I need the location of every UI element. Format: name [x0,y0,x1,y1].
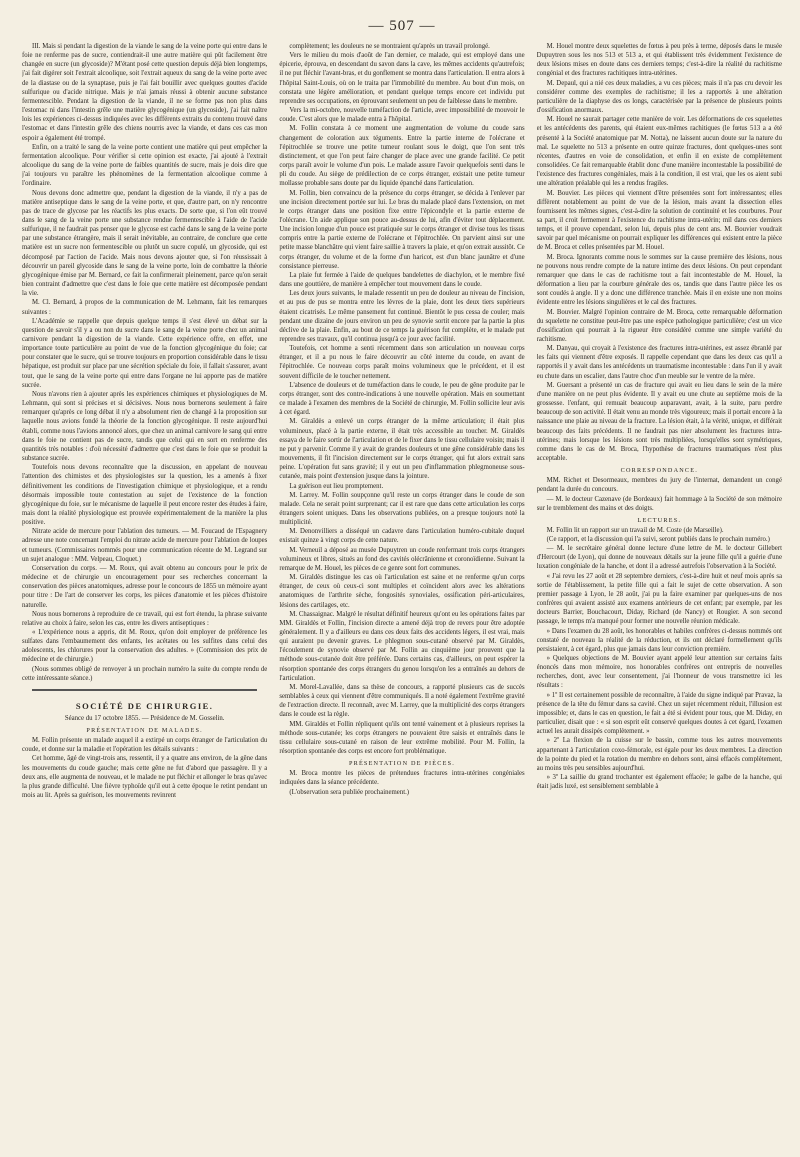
correspondance-heading: CORRESPONDANCE. [620,467,698,475]
paragraph: « J'ai revu les 27 août et 28 septembre derniers, c'est-à-dire huit et neuf mois après sa sortie de l'établissement, la petite fille qui a fait le sujet de cette observation. A son premier passage à Lyon, le 28 août, j'ai pu la faire examiner par quelques-uns de nos confrères qui avaient assisté aux examens antérieurs de cet enfant; par exemple, par les docteurs Barrier, Bouchacourt, Diday, Richard (de Nancy) et Rougier. A son second passage, le temps m'a manqué pour former une nouvelle réunion médicale. [536,572,782,626]
paragraph: La guérison eut lieu promptement. [289,482,384,490]
paragraph: Enfin, on a traité le sang de la veine porte contient une matière qui peut empêcher la fermentation alcoolique. Pour vérifier si cette opinion est exacte, j'ai ajouté à l'extrait alcoolique du sang de la veine porte de faibles quantités de sucre, mais je dois dire que j'ai toujours vu paraître les phénomènes de la fermentation alcoolique comme à l'ordinaire. [22,143,268,188]
lectures-heading: LECTURES. [637,516,682,524]
presentation-malades-heading: PRÉSENTATION DE MALADES. [86,727,203,735]
paragraph: Toutefois, cet homme a senti récemment dans son articulation un nouveau corps étranger, et il a pu nous le faire découvrir au côté interne du coude, en avant de l'épitrochlée. Ce nouveau corps paraît moins volumineux que le précédent, et il est souvent difficile de le toucher nettement. [279,345,525,380]
paragraph: — M. le docteur Cazenave (de Bordeaux) fait hommage à la Société de son mémoire sur le tremblement des mains et des doigts. [536,495,782,512]
paragraph: MM. Richet et Desormeaux, membres du jury de l'internat, demandent un congé pendant la durée du concours. [536,477,782,494]
paragraph: Cet homme, âgé de vingt-trois ans, ressentit, il y a quatre ans environ, de la gêne dans les mouvements du coude gauche; mais cette gêne ne fut d'abord que passagère. Il y a deux ans, elle augmenta de nouveau, et le malade ne put fléchir et allonger le bras qu'avec la plus grande difficulté. Une fièvre typhoïde qu'il eut à cette époque le retint pendant un mois au lit. Après sa guérison, les mouvements revinrent [22,755,268,800]
paragraph: M. Follin, bien convaincu de la présence du corps étranger, se décida à l'enlever par une incision directement portée sur lui. Le bras du malade placé dans l'extension, on met le corps étranger dans une position fixe entre l'épicondyle et la partie externe de l'olécrane. Un aide applique son pouce au-dessus de lui, afin d'éviter tout déplacement. Une incision longue d'un pouce est pratiquée sur le corps étranger et divise tous les tissus compris entre la partie externe de l'olécrane et l'épitrochlée. On parvient ainsi sur une petite masse blanchâtre qui vient faire saillie à travers la plaie, et qu'on extrait aussitôt. Ce corps étranger, du volume et de la forme d'un haricot, est d'un blanc jaunâtre et d'une consistance pierreuse. [279,189,525,270]
paragraph: La plaie fut fermée à l'aide de quelques bandelettes de diachylon, et le membre fixé dans une gouttière, de manière à empêcher tout mouvement dans le coude. [279,271,525,289]
column-left [22,42,267,1152]
paragraph: complètement; les douleurs ne se montraient qu'après un travail prolongé. [289,43,490,50]
paragraph: » 1º Il est certainement possible de reconnaître, à l'aide du signe indiqué par Pravaz, la présence de la tête du fémur dans sa cavité. Chez un sujet récemment réduit, l'illusion est impossible; et, dans le cas en question, le fait a été si évident pour tous, que M. Diday, en particulier, disait que : « si son esprit eût conservé quelques doutes à cet égard, l'examen actuel les aurait dissipés complètement. » [536,691,782,736]
paragraph: M. Bouvier. Les pièces qui viennent d'être présentées sont fort intéressantes; elles diffèrent notablement au point de vue de la lésion, mais avant la dissection elles fournissent les mêmes signes, c'est-à-dire la solution de continuité et les courbures. Pour sa part, il croit fermement à l'existence du rachitisme intra-utérin; mil dans ces derniers temps, et il prouve cependant, selon lui, depuis plus de cent ans. M. Bouvier voudrait savoir par quel mécanisme on pourrait expliquer les différences qui existent entre la pièce de M. Broca et celles présentées par M. Houel. [536,189,782,252]
paragraph: » 3º La saillie du grand trochanter est également effacée; le galbe de la hanche, qui était jadis luxé, est sensiblement semblable à [536,774,782,791]
paragraph: M. Giraldès a enlevé un corps étranger de la même articulation; il était plus volumineux, placé à la partie externe, il était très accessible au toucher. M. Giraldès essaya de le faire sortir de l'articulation et de le fixer dans le tissu cellulaire voisin; mais il ne put y parvenir. Comme il y avait de grandes douleurs et une gêne considérable dans les mouvements, il fit l'incision directement sur le corps étranger, qui fut alors extrait sans peine. L'opération fut sans gravité; il y eut un peu d'inflammation phlegmoneuse sous-cutanée, mais point d'extension jusque dans la jointure. [279,418,525,481]
page-number: — 507 — [368,18,436,34]
paragraph: M. Bouvier. Malgré l'opinion contraire de M. Broca, cette remarquable déformation du squelette ne constitue peut-être pas une espèce pathologique particulière; c'est un vice d'ossification qui pourrait à la rigueur être considéré comme une simple variété du rachitisme. [536,308,782,343]
paragraph: Vers le milieu du mois d'août de l'an dernier, ce malade, qui est employé dans une épicerie, éprouva, en descendant du savon dans la cave, les mêmes accidents qu'autrefois; il ne put fléchir l'avant-bras, et du gonflement se montra dans l'articulation. Il entra alors à l'hôpital Saint-Louis, où on le traita par l'immobilité du membre. Au bout d'un mois, on constata une légère amélioration, et pendant quelque temps encore cet individu put reprendre ses occupations, en éprouvant seulement un peu de faiblesse dans le membre. [279,52,525,105]
paragraph: M. Follin lit un rapport sur un travail de M. Coste (de Marseille). [546,526,724,534]
paragraph: Toutefois nous devons reconnaître que la discussion, en appelant de nouveau l'attention des chimistes et des physiologistes sur la question, les a amenés à fixer définitivement les conditions de l'investigation chimique et physiologique, et a rendu désormais impossible toute contestation au sujet de l'existence de la fonction glycogénique du foie, sur le mécanisme de laquelle il peut encore rester des études à faire, mais dont la réalité physiologique est prouvée expérimentalement de la manière la plus positive. [22,464,268,527]
paragraph: M. Denonvilliers a disséqué un cadavre dans l'articulation huméro-cubitale duquel existait quinze à vingt corps de cette nature. [279,528,525,545]
paragraph: » Dans l'examen du 28 août, les honorables et habiles confrères ci-dessus nommés ont constaté de nouveau la réalité de la réduction, et ils ont déclaré formellement qu'ils persistaient, à cet égard, plus que jamais dans leur conviction première. [536,627,782,653]
paragraph: M. Larrey. M. Follin soupçonne qu'il reste un corps étranger dans le coude de son malade. Cela ne serait point surprenant; car il est rare que dans cette articulation les corps étrangers soient uniques. Dans les observations publiées, on a presque toujours noté la multiplicité. [279,491,525,527]
section-divider [32,689,257,694]
paragraph: M. Guersant a présenté un cas de fracture qui avait eu lieu dans le sein de la mère d'une manière on ne peut plus évidente. Il y avait eu une chute au septième mois de la grossesse. l'enfant, qui remuait beaucoup auparavant, avait, à la suite, paru perdre beaucoup de son activité. Il était venu au monde très vigoureux; mais il portait encore à la naissance une plaie au niveau de la fracture. La lésion était, à la vérité, unique, et différait beaucoup des faits précédents. Il ne faudrait pas nier absolument les fractures intra-utérines; mais lorsque les lésions sont très multipliées, lorsqu'elles sont symétriques, comme dans le cas de M. Broca, l'hypothèse de fractures traumatiques n'est plus acceptable. [536,381,782,463]
paragraph: M. Morel-Lavallée, dans sa thèse de concours, a rapporté plusieurs cas de succès semblables à ceux qui viennent d'être communiqués. Il a noté également l'extrême gravité de l'extraction directe. Il reconnaît, avec M. Larrey, que la multiplicité des corps étrangers dans le coude est la règle. [279,683,525,719]
paragraph: M. Houel ne saurait partager cette manière de voir. Les déformations de ces squelettes et les antécédents des parents, qui étaient eux-mêmes rachitiques (le fœtus 513 a a été présenté à la Société anatomique par M. Notta), ne laissent aucun doute sur la nature du mal. Le squelette no 513 a présente en outre quinze fractures, dont quelques-unes sont récentes, d'autres en voie de consolidation, et enfin il en existe de complètement consolidées. Ce fait remarquable établit donc d'une manière incontestable la possibilité de l'existence des fractures congéniales, mais à la condition, il est vrai, que les os aient subi une altération préalable qui les a rendus fragiles. [536,116,782,188]
column-middle [279,42,524,1152]
paragraph: Vers la mi-octobre, nouvelle tuméfaction de l'article, avec impossibilité de mouvoir le coude. C'est alors que le malade entra à l'hôpital. [279,107,525,124]
presentation-pieces-heading: PRÉSENTATION DE PIÈCES. [348,760,455,768]
paragraph: M. Depaul, qui a nié ces deux maladies, a vu ces pièces; mais il n'a pas cru devoir les considérer comme des exemples de rachitisme; il les a rapportés à une altération particulière de la diaphyse des os longs, caractérisée par la présence de plusieurs points d'ossification anormaux. [536,79,782,115]
paragraph: Conservation du corps. — M. Roux, qui avait obtenu au concours pour le prix de médecine et de chirurgie un encouragement pour ses recherches concernant la conservation des pièces anatomiques, adresse pour le concours de 1855 un mémoire ayant pour titre : De l'art de conserver les corps, les pièces d'anatomie et les pièces d'histoire naturelle. [22,564,268,609]
paragraph: L'absence de douleurs et de tuméfaction dans le coude, le peu de gêne produite par le corps étranger, sont des contre-indications à une nouvelle opération. Mais en soumettant ce malade à l'examen des membres de la Société de chirurgie, M. Follin sollicite leur avis à cet égard. [279,381,525,417]
paragraph: Les deux jours suivants, le malade ressentit un peu de douleur au niveau de l'incision, et au pus de pus se montra entre les lèvres de la plaie, dont les deux tiers supérieurs étaient cicatrisés. Le même pansement fut continué. Bientôt le pus cessa de couler; mais pendant une dizaine de jours environ un peu de synovie sortit encore par la partie la plus déclive de la plaie. Enfin, au bout de ce temps la guérison fut complète, et le malade put reprendre ses travaux, qu'il continua jusqu'à ce jour avec facilité. [279,290,525,343]
paragraph: (Nous sommes obligé de renvoyer à un prochain numéro la suite du compte rendu de cette intéressante séance.) [22,665,268,682]
paragraph: — M. le secrétaire général donne lecture d'une lettre de M. le docteur Gillebert d'Hercourt (de Lyon), qui donne de nouveaux détails sur la jeune fille qu'il a guérie d'une luxation congéniale de la hanche, et dont il a adressé autrefois l'observation à la Société. [536,545,782,571]
paragraph: M. Broca. Ignorants comme nous le sommes sur la cause première des lésions, nous ne pouvons nous rendre compte de la nature intime des deux lésions. On peut cependant remarquer que dans le cas de rachitisme tout a fait incontestable de M. Houel, la déformation a lieu par la courbure générale des os, tandis que dans l'autre pièce les os sont coudés à angle. Il y a donc une différence tranchée. Mais il en existe une non moins évidente entre les lésions singulières et le cal des fractures. [536,253,782,307]
paragraph: MM. Giraldès et Follin répliquent qu'ils ont tenté vainement et à plusieurs reprises la méthode sous-cutanée; les corps étrangers ne pouvaient être saisis et entraînés dans le tissu cellulaire sous-cutané en raison de leur extrême mobilité. Pour M. Follin, la résorption spontanée des corps est encore fort problématique. [279,720,525,756]
paragraph: « L'expérience nous a appris, dit M. Roux, qu'on doit employer de préférence les sulfates dans l'embaumement des enfants, les acétates ou les sulfites dans celui des adolescents, les chlorures pour la conservation des adultes. » (Commission des prix de médecine et de chirurgie.) [22,629,268,664]
society-title: SOCIÉTÉ DE CHIRURGIE. [75,700,214,711]
paragraph: Nous n'avons rien à ajouter après les expériences chimiques et physiologiques de M. Lehmann, qui sont si précises et si décisives. Nous nous bornerons seulement à faire remarquer qu'après ce long débat il n'y a absolument rien de changé à la proposition sur laquelle nous avions fondé la théorie de la fonction glycogénique. Il reste aujourd'hui établi, comme nous l'avions annoncé alors, que chez un animal carnivore le sang qui entre dans le foie ne contient pas de sucre, tandis que celui qui en sort en renferme des quantités très notables : d'où nécessité d'admettre que c'est dans le foie que se produit la substance sucrée. [22,390,268,463]
paragraph: M. Cl. Bernard, à propos de la communication de M. Lehmann, fait les remarques suivantes : [22,299,268,316]
paragraph: M. Follin présente un malade auquel il a extirpé un corps étranger de l'articulation du coude, et donne sur la maladie et l'opération les détails suivants : [22,737,268,754]
session-line: Séance du 17 octobre 1855. — Présidence de M. Gosselin. [64,714,225,722]
paragraph: Nitrate acide de mercure pour l'ablation des tumeurs. — M. Foucaud de l'Espagnery adresse une note concernant l'emploi du nitrate acide de mercure pour l'ablation de loupes et tumeurs. (Commissaires nommés pour une communication récente de M. Legrand sur un sujet analogue : MM. Velpeau, Cloquet.) [22,528,268,563]
paragraph: III. Mais si pendant la digestion de la viande le sang de la veine porte qui entre dans le foie ne renferme pas de sucre, contiendrait-il une autre matière qui pût facilement être changée en sucre (un glycoside)? M'étant posé cette question depuis déjà bien longtemps, j'ai fait digérer soit l'extrait alcoolique, soit l'extrait aqueux du sang de la veine porte avec de la diastase ou de la synaptase, puis je l'ai fait bouillir avec quelques gouttes d'acide sulfurique ou d'acide nitrique. Mais je n'ai jamais réussi à obtenir aucune substance fermentescible. Pendant la digestion de la viande, il ne se forme pas non plus dans l'estomac ni dans l'intestin grêle une matière glycogénique (un glycoside), j'ai fait naître lois les expériences ci-dessus indiquées avec les différents extraits du contenu trouvé dans l'estomac et dans l'intestin grêle des chiens nourris avec la viande, et dans ces cas mon espoir a également été trompé. [22,43,268,142]
text-columns [22,42,782,1152]
paragraph: (Ce rapport, et la discussion qui l'a suivi, seront publiés dans le prochain numéro.) [546,535,770,543]
paragraph: M. Follin constata à ce moment une augmentation de volume du coude sans changement de coloration aux téguments. Entre la partie interne de l'olécrane et l'épitrochlée se trouve une petite tumeur roulant sous le doigt, que l'on sent très distinctement, et que l'on peut faire changer de place avec une grande facilité. Ce petit corps paraît avoir le volume d'un pois. Le malade assure l'avoir quelquefois senti dans le pli du coude. Au siège de prédilection de ce corps étranger, existait une petite tumeur mollasse probable sans doute par du liquide épanché dans l'articulation. [279,125,525,188]
column-right [537,42,782,1152]
paragraph: M. Giraldès distingue les cas où l'articulation est saine et ne renferme qu'un corps étranger, de ceux où ceux-ci sont multiples et coïncident alors avec les altérations anatomiques de l'arthrite sèche, fongosités synoviales, ossification péri-articulaires, lésions des cartilages, etc. [279,574,525,609]
paragraph: L'Académie se rappelle que depuis quelque temps il s'est élevé un débat sur la question de savoir s'il y a ou non du sucre dans le sang de la veine porte chez un animal carnivore pendant la digestion de la viande. Cette expérience offre, en effet, une importance toute particulière au point de vue de la fonction glycogénique du foie; car pour constater que le sucre, qui se trouve toujours en proportion considérable dans le tissu hépatique, est produit sur place par une sécrétion spéciale du foie, il fallait s'assurer, avant tout, que le sang de la veine porte qui entre dans l'organe ne lui apporte pas de matière sucrée. [22,317,268,389]
paragraph: M. Houel montre deux squelettes de fœtus à peu près à terme, déposés dans le musée Dupuytren sous les nos 513 et 513 a, et qui établissent très évidemment l'existence de deux lésions mises en doute dans ces derniers temps; c'est-à-dire la réalité du rachitisme congénial et des fractures rachitiques intra-utérines. [536,43,782,78]
paragraph: Nous devons donc admettre que, pendant la digestion de la viande, il n'y a pas de matière antiseptique dans le sang de la veine porte, et que, d'autre part, on n'y rencontre pas de trace de glycose par les réactifs les plus exacts. De sorte que, si l'on eût trouvé dans le sang de la veine porte une substance rendue fermentescible à l'aide de l'acide sulfurique, il ne faudrait pas penser que le glycose est caché dans le sang de la veine porte par une substance étrangère, mais il serait inévitable, au contraire, de conclure que cette matière est un sucre non fermentescible ou plutôt un sucre copulé, un glycoside, qui est décomposé par l'action de l'acide. Mais nous devons ajouter que, si l'on réussissait à découvrir un pareil glycoside dans le sang de la veine porte, loin de combattre la théorie glycogénique émise par M. Bernard, ce fait la confirmerait pleinement, parce qu'on serait bien contraint d'admettre que c'est dans le foie que cette matière est décomposée pendant la vie. [22,189,268,298]
paragraph: » 2º La flexion de la cuisse sur le bassin, comme tous les autres mouvements appartenant à l'articulation coxo-fémorale, est égale pour les deux membres. La direction de la pointe du pied et la rotation du membre en dehors sont, ainsi effacés complètement, au moins très peu sensibles aujourd'hui. [536,737,782,772]
paragraph: » Quelques objections de M. Bouvier ayant appelé leur attention sur certains faits énoncés dans mon mémoire, nos honorables confrères ont entrepris de nouvelles recherches, dont, avec leur consentement, j'ai l'honneur de vous transmettre ici les résultats : [536,655,782,690]
paragraph: Nous nous bornerons à reproduire de ce travail, qui est fort étendu, la phrase suivante relative au choix à faire, selon les cas, entre les divers antiseptiques : [22,610,268,627]
paragraph: M. Danyau, qui croyait à l'existence des fractures intra-utérines, est assez ébranlé par les faits qui viennent d'être exposés. Il rappelle cependant que dans les deux cas qu'il a rapportés il y avait dans les antécédents un traumatisme incontestable : dans l'un il y avait eu chute dans un escalier, dans l'autre choc d'un meuble sur le ventre de la mère. [536,345,782,380]
paragraph: M. Verneuil a déposé au musée Dupuytren un coude renfermant trois corps étrangers volumineux et libres, situés au fond des cavités olécrânienne et coronoïdienne. Suivant la remarque de M. Houel, les pièces de ce genre sont fort communes. [279,546,525,572]
paragraph: M. Broca montre les pièces de prétendues fractures intra-utérines congéniales indiquées dans la séance précédente. [279,770,525,787]
paragraph: (L'observation sera publiée prochainement.) [289,788,410,796]
paragraph: M. Chassaignac. Malgré le résultat définitif heureux qu'ont eu les opérations faites par MM. Giraldès et Follin, l'incision directe a amené déjà trop de revers pour être adoptée généralement. Il y a d'ailleurs eu dans ces deux faits des accidents légers, il est vrai, mais qui auraient pu devenir graves. Le phlegmon sous-cutané observé par M. Giraldès, l'écoulement de synovie observé par M. Follin au cinquième jour prouvent que la méthode sous-cutanée doit être préférée. Dans certains cas, d'ailleurs, on peut espérer la résorption spontanée des corps étrangers du genou lorsqu'on les a entraînés au dehors de l'articulation. [279,610,525,682]
